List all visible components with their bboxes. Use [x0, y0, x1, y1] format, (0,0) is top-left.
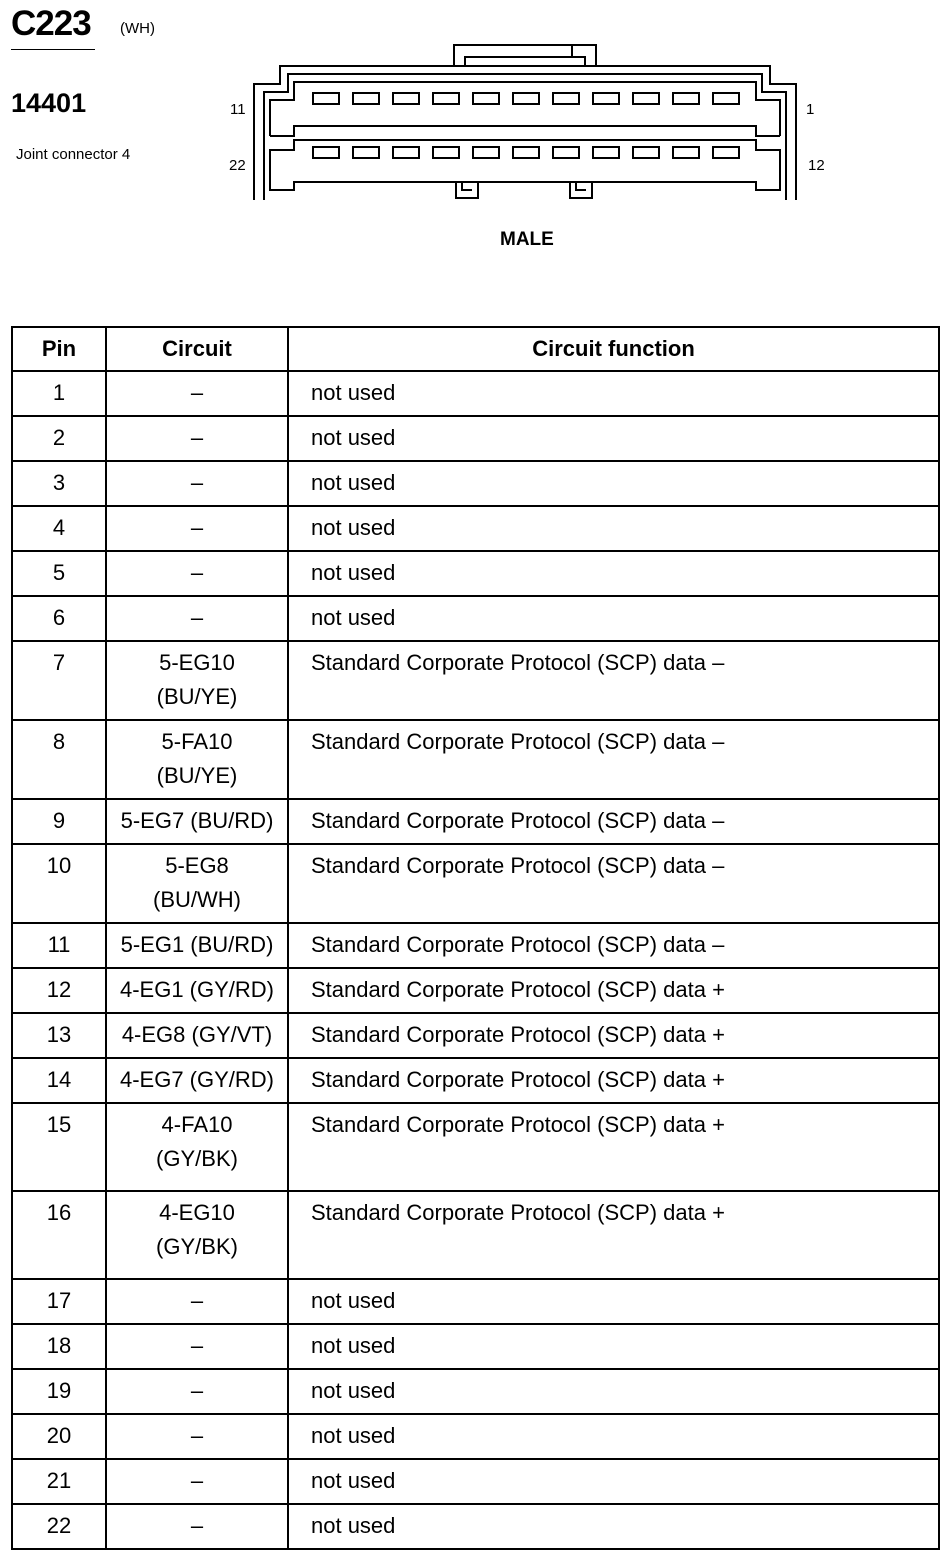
table-row	[12, 720, 939, 799]
pin-number-cell: 17	[12, 1279, 106, 1324]
circuit-function-cell: not used	[288, 1504, 939, 1549]
circuit-cell: 5-EG8 (BU/WH)	[106, 844, 288, 923]
circuit-function-cell: not used	[288, 461, 939, 506]
circuit-cell: –	[106, 551, 288, 596]
circuit-function-cell: Standard Corporate Protocol (SCP) data –	[288, 641, 939, 720]
circuit-cell: –	[106, 1414, 288, 1459]
circuit-cell: –	[106, 371, 288, 416]
circuit-function-cell: Standard Corporate Protocol (SCP) data –	[288, 720, 939, 799]
pin-cavity	[393, 93, 419, 104]
pin-cavity	[433, 147, 459, 158]
circuit-function-cell: Standard Corporate Protocol (SCP) data +	[288, 1058, 939, 1103]
connector-id-underline	[11, 49, 95, 50]
table-row	[12, 1058, 939, 1103]
table-row	[12, 1279, 939, 1324]
circuit-function-cell: Standard Corporate Protocol (SCP) data +	[288, 1013, 939, 1058]
circuit-function-cell: Standard Corporate Protocol (SCP) data –	[288, 799, 939, 844]
pin-number-cell: 22	[12, 1504, 106, 1549]
pin-number-cell: 18	[12, 1324, 106, 1369]
circuit-cell: 4-EG10 (GY/BK)	[106, 1191, 288, 1279]
pin-number-cell: 7	[12, 641, 106, 720]
pin-number-cell: 19	[12, 1369, 106, 1414]
pin-number-cell: 15	[12, 1103, 106, 1191]
circuit-function-cell: Standard Corporate Protocol (SCP) data –	[288, 923, 939, 968]
circuit-function-cell: Standard Corporate Protocol (SCP) data +	[288, 1191, 939, 1279]
table-row	[12, 371, 939, 416]
pin-number-cell: 1	[12, 371, 106, 416]
circuit-cell: 5-EG10 (BU/YE)	[106, 641, 288, 720]
table-header-row	[12, 327, 939, 371]
table-row	[12, 506, 939, 551]
column-header-pin: Pin	[12, 327, 106, 371]
circuit-function-cell: not used	[288, 1324, 939, 1369]
table-row	[12, 1504, 939, 1549]
pin-cavity	[553, 93, 579, 104]
circuit-cell: 5-EG1 (BU/RD)	[106, 923, 288, 968]
pin-cavity	[473, 93, 499, 104]
pin-cavity	[313, 147, 339, 158]
circuit-cell: –	[106, 506, 288, 551]
pin-cavity	[353, 93, 379, 104]
circuit-function-cell: not used	[288, 596, 939, 641]
pin-cavity	[473, 147, 499, 158]
circuit-cell: 5-EG7 (BU/RD)	[106, 799, 288, 844]
circuit-function-cell: Standard Corporate Protocol (SCP) data –	[288, 844, 939, 923]
circuit-cell: –	[106, 1369, 288, 1414]
connector-color: (WH)	[120, 20, 155, 37]
connector-id: C223	[11, 4, 91, 43]
pin-cavity	[633, 93, 659, 104]
circuit-function-cell: not used	[288, 1369, 939, 1414]
table-row	[12, 1369, 939, 1414]
pin-cavity	[713, 93, 739, 104]
pin-cavity	[593, 93, 619, 104]
table-row	[12, 596, 939, 641]
pin-number-cell: 12	[12, 968, 106, 1013]
table-row	[12, 1103, 939, 1191]
lower-pin-row	[313, 147, 739, 158]
pin-number-cell: 6	[12, 596, 106, 641]
pin-label-top-right: 1	[806, 101, 815, 118]
circuit-cell: 4-EG8 (GY/VT)	[106, 1013, 288, 1058]
pin-cavity	[513, 147, 539, 158]
circuit-cell: –	[106, 1324, 288, 1369]
pin-number-cell: 4	[12, 506, 106, 551]
pin-cavity	[393, 147, 419, 158]
circuit-function-cell: not used	[288, 1459, 939, 1504]
table-row	[12, 641, 939, 720]
part-number: 14401	[11, 88, 87, 118]
pin-number-cell: 14	[12, 1058, 106, 1103]
table-row	[12, 799, 939, 844]
pin-label-bottom-left: 22	[229, 157, 246, 174]
table-row	[12, 1013, 939, 1058]
circuit-cell: –	[106, 461, 288, 506]
table-row	[12, 1191, 939, 1279]
circuit-cell: 4-EG1 (GY/RD)	[106, 968, 288, 1013]
circuit-cell: 4-FA10 (GY/BK)	[106, 1103, 288, 1191]
connector-description: Joint connector 4	[16, 146, 131, 163]
pin-label-top-left: 11	[230, 101, 246, 118]
pin-cavity	[353, 147, 379, 158]
pin-label-bottom-right: 12	[808, 157, 825, 174]
pin-number-cell: 3	[12, 461, 106, 506]
table-row	[12, 844, 939, 923]
circuit-function-cell: not used	[288, 371, 939, 416]
circuit-cell: –	[106, 1459, 288, 1504]
circuit-function-cell: Standard Corporate Protocol (SCP) data +	[288, 1103, 939, 1191]
table-row	[12, 416, 939, 461]
table-row	[12, 923, 939, 968]
pin-cavity	[673, 93, 699, 104]
table-row	[12, 461, 939, 506]
table-row	[12, 1414, 939, 1459]
circuit-cell: –	[106, 596, 288, 641]
circuit-cell: –	[106, 416, 288, 461]
pin-number-cell: 20	[12, 1414, 106, 1459]
pin-number-cell: 11	[12, 923, 106, 968]
circuit-function-cell: Standard Corporate Protocol (SCP) data +	[288, 968, 939, 1013]
pin-number-cell: 10	[12, 844, 106, 923]
table-row	[12, 1459, 939, 1504]
circuit-cell: 4-EG7 (GY/RD)	[106, 1058, 288, 1103]
pin-cavity	[313, 93, 339, 104]
circuit-function-cell: not used	[288, 506, 939, 551]
column-header-circuit: Circuit	[106, 327, 288, 371]
circuit-function-cell: not used	[288, 1414, 939, 1459]
pin-number-cell: 16	[12, 1191, 106, 1279]
pin-cavity	[593, 147, 619, 158]
table-row	[12, 551, 939, 596]
connector-gender: MALE	[500, 229, 554, 250]
pin-number-cell: 13	[12, 1013, 106, 1058]
pin-cavity	[673, 147, 699, 158]
pin-cavity	[513, 93, 539, 104]
table-row	[12, 1324, 939, 1369]
circuit-function-cell: not used	[288, 416, 939, 461]
pin-number-cell: 8	[12, 720, 106, 799]
pin-number-cell: 21	[12, 1459, 106, 1504]
pin-cavity	[433, 93, 459, 104]
circuit-cell: –	[106, 1504, 288, 1549]
column-header-circuit-function: Circuit function	[288, 327, 939, 371]
pin-number-cell: 5	[12, 551, 106, 596]
circuit-function-cell: not used	[288, 1279, 939, 1324]
connector-face-diagram	[250, 40, 810, 205]
circuit-cell: –	[106, 1279, 288, 1324]
upper-pin-row	[313, 93, 739, 104]
table-row	[12, 968, 939, 1013]
circuit-function-cell: not used	[288, 551, 939, 596]
pinout-table	[11, 326, 940, 1550]
pin-number-cell: 9	[12, 799, 106, 844]
pin-cavity	[713, 147, 739, 158]
circuit-cell: 5-FA10 (BU/YE)	[106, 720, 288, 799]
pin-cavity	[633, 147, 659, 158]
pin-number-cell: 2	[12, 416, 106, 461]
pin-cavity	[553, 147, 579, 158]
